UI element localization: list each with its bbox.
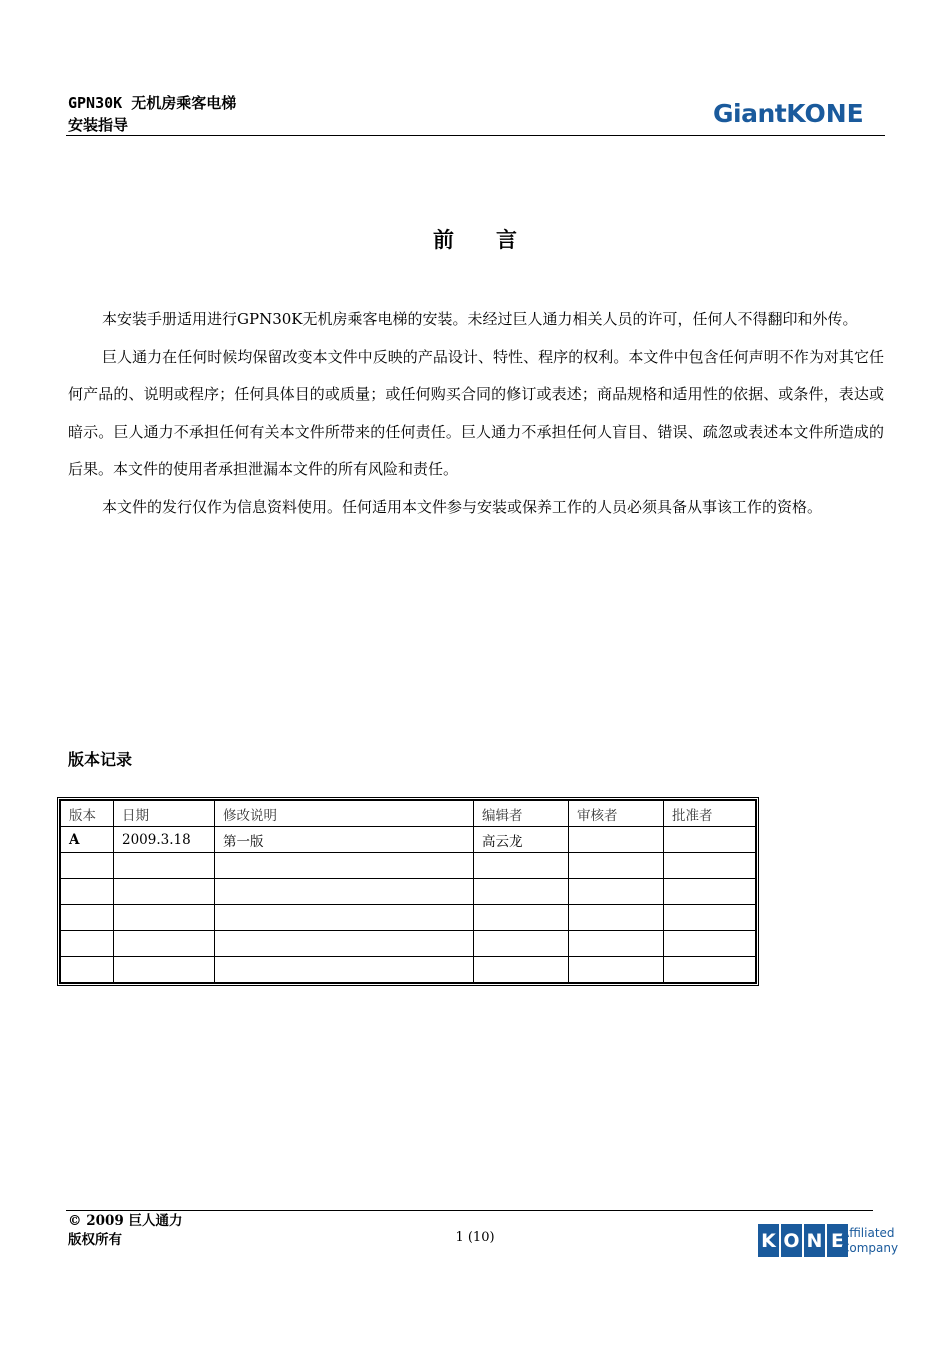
table-cell [61,905,114,931]
table-cell [569,827,664,853]
logo-kone-text: KONE [786,99,864,128]
column-header-reviewer: 审核者 [569,801,664,827]
table-cell [664,931,756,957]
column-header-editor: 编辑者 [474,801,569,827]
table-cell [114,905,215,931]
document-title [68,92,236,136]
table-row [61,879,756,905]
affiliated-line1: Affiliated [841,1226,895,1240]
table-cell: 2009.3.18 [114,827,215,853]
table-cell [569,905,664,931]
revision-heading: 版本记录 [68,750,133,769]
table-cell [215,879,474,905]
copyright-line1: © 2009 巨人通力 [68,1213,183,1229]
document-title-line2: 安装指导 [68,116,129,134]
table-cell [474,905,569,931]
copyright-line2: 版权所有 [68,1232,122,1248]
table-cell [664,853,756,879]
paragraph: 本文件的发行仅作为信息资料使用。任何适用本文件参与安装或保养工作的人员必须具备从事该工作的资格。 [102,497,823,516]
table-cell [474,879,569,905]
table-cell [215,905,474,931]
kone-letter: O [781,1224,802,1257]
table-cell [664,827,756,853]
table-cell [61,879,114,905]
table-cell [114,931,215,957]
kone-letter: E [827,1224,848,1257]
giantkone-logo [713,99,864,128]
paragraph: 巨人通力在任何时候均保留改变本文件中反映的产品设计、特性、程序的权利。本文件中包含任何声明不作为对其它任何产品的、说明或程序；任何具体目的或质量；或任何购买合同的修订或表述；商品规格和适用性的依据、或条件，表达或暗示。巨人通力不承担任何有关本文件所带来的任何责任。巨人通力不承担任何人盲目、错误、疏忽或表述本文件所造成的后果。本文件的使用者承担泄漏本文件的所有风险和责任。 [68,347,884,478]
table-cell [569,957,664,983]
table-cell [569,879,664,905]
kone-letter: K [758,1224,779,1257]
table-cell [215,853,474,879]
table-row [61,853,756,879]
table-cell [664,905,756,931]
kone-letter: N [804,1224,825,1257]
table-cell [114,957,215,983]
document-title-line1: GPN30K 无机房乘客电梯 [68,94,237,112]
table-cell [114,853,215,879]
table-row [61,905,756,931]
table-cell [474,957,569,983]
page-number: 1 (10) [455,1230,495,1245]
preface-body [68,301,884,526]
header-divider [66,135,885,136]
table-cell [569,931,664,957]
page-heading: 前言 [433,228,559,252]
column-header-version: 版本 [61,801,114,827]
column-header-date: 日期 [114,801,215,827]
table-cell [215,931,474,957]
table-cell: 高云龙 [474,827,569,853]
table-cell: 第一版 [215,827,474,853]
table-cell [61,957,114,983]
affiliated-line2: Company [841,1241,899,1255]
table-cell [664,957,756,983]
table-cell [664,879,756,905]
table-row [61,931,756,957]
column-header-approver: 批准者 [664,801,756,827]
logo-giant-text: Giant [713,99,787,128]
table-cell [61,931,114,957]
table-cell [474,853,569,879]
table-cell [569,853,664,879]
table-row [61,957,756,983]
footer-divider [66,1210,873,1211]
affiliated-company-label [841,1226,898,1256]
table-cell [114,879,215,905]
table-cell [215,957,474,983]
kone-logo [758,1224,848,1257]
paragraph: 本安装手册适用进行GPN30K无机房乘客电梯的安装。未经过巨人通力相关人员的许可，任何人不得翻印和外传。 [102,310,858,328]
revision-table [57,797,759,986]
column-header-description: 修改说明 [215,801,474,827]
table-cell: A [61,827,114,853]
table-cell [474,931,569,957]
table-header-row [61,801,756,827]
table-row [61,827,756,853]
table-cell [61,853,114,879]
